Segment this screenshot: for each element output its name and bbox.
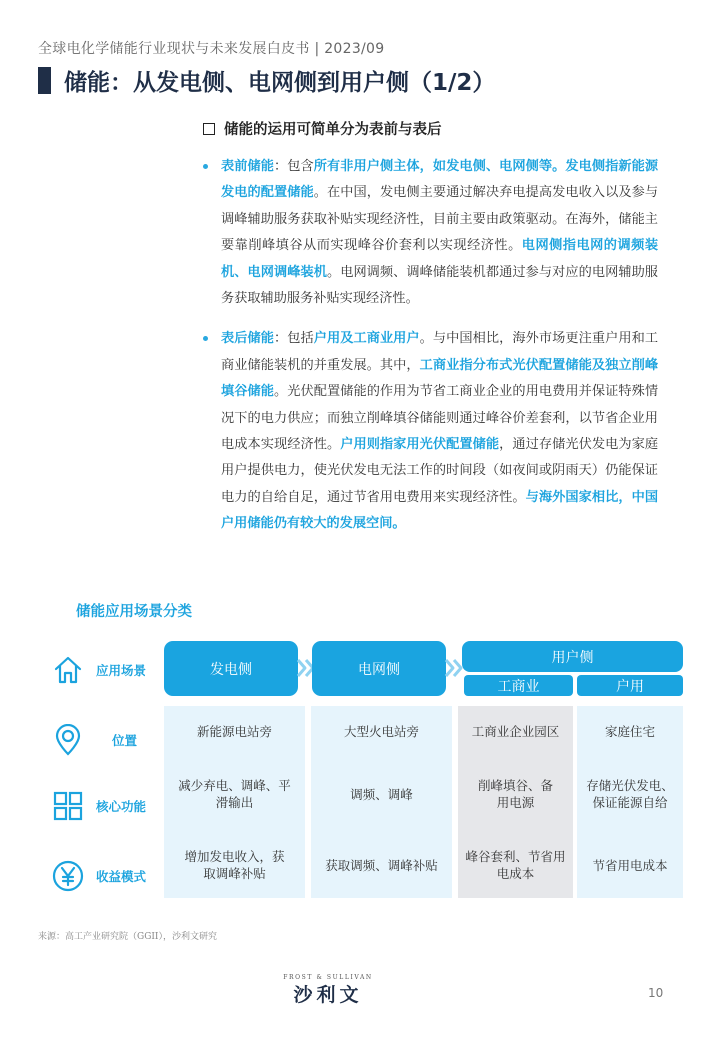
logo: 沙利文: [293, 984, 363, 1006]
section-heading: [203, 118, 442, 139]
cell-location-household: 家庭住宅: [604, 723, 655, 739]
grid-icon: [52, 790, 84, 822]
source-note: 来源：高工产业研究院（GGII），沙利文研究: [38, 932, 217, 942]
row-label-text: 收益模式: [96, 869, 147, 884]
cell-revenue-commercial: 峰谷套利、节省用电成本: [465, 849, 566, 881]
body-text: 。在中国，发电侧主要通过解决弃电提高发电收入以及参与调峰辅助服务获取补贴实现经济性，目前主要由政策驱动。在海外，储能主要靠削峰填谷从而实现峰谷价套利以实现经济性。: [221, 185, 659, 254]
highlight-text: 所有非用户侧主体，如发电侧、电网侧等。发电侧指新能源发电的配置储能: [221, 159, 659, 201]
cell-function-household: 存储光伏发电、保证能源自给: [586, 778, 674, 810]
column-header-generation: 发电侧: [164, 641, 298, 696]
location-pin-icon: [52, 724, 84, 756]
column-header-household: 户用: [577, 675, 683, 696]
cell-function-commercial: 削峰填谷、备用电源: [477, 778, 553, 810]
page-title: 储能：从发电侧、电网侧到用户侧（1/2）: [64, 70, 496, 96]
bullet-text: [221, 159, 658, 306]
row-label-text: 核心功能: [96, 799, 147, 814]
page-number: 10: [648, 986, 664, 1000]
row-label-location: [52, 724, 137, 756]
yen-icon: [52, 860, 84, 892]
row-label-scene: [52, 654, 146, 686]
column-header-grid: 电网侧: [312, 641, 446, 696]
cell-revenue-generation: 增加发电收入，获取调峰补贴: [184, 849, 285, 881]
highlight-text: 工商业指分布式光伏配置储能及独立削峰填谷储能: [221, 357, 659, 400]
logo-tagline: FROST & SULLIVAN: [283, 974, 373, 981]
highlight-text: 户用及工商业用户: [313, 331, 420, 347]
highlight-text: 与海外国家相比，中国户用储能仍有较大的发展空间。: [221, 489, 659, 532]
cell-function-generation: 减少弃电、调峰、平滑输出: [178, 778, 291, 810]
body-text: ，通过存储光伏发电为家庭用户提供电力，使光伏发电无法工作的时间段（如夜间或阴雨天）仍能保证电力的自给自足，通过节省用电费用来实现经济性。: [221, 437, 659, 505]
diagram-title: 储能应用场景分类: [76, 603, 192, 620]
row-label-revenue: [52, 860, 146, 892]
bullet-list: [203, 154, 658, 538]
bullet-item: [203, 154, 658, 312]
body-text: ：包括: [273, 331, 314, 347]
highlight-text: 户用则指家用光伏配置储能: [340, 437, 500, 453]
body-text: 。电网调频、调峰储能装机都通过参与对应的电网辅助服务获取辅助服务补贴实现经济性。: [221, 264, 658, 307]
cell-function-grid: 调频、调峰: [350, 786, 413, 802]
highlight-text: 表前储能: [221, 159, 274, 174]
cell-revenue-grid: 获取调频、调峰补贴: [325, 857, 438, 873]
section-heading-text: 储能的运用可简单分为表前与表后: [224, 121, 442, 138]
highlight-text: 电网侧指电网的调频装机、电网调峰装机: [221, 238, 659, 280]
title-row: [38, 64, 495, 97]
cell-revenue-household: 节省用电成本: [592, 857, 668, 873]
body-text: 。与中国相比，海外市场更注重户用和工商业储能装机的并重发展。其中，: [221, 331, 659, 373]
bullet-text: [221, 331, 658, 531]
cell-location-grid: 大型火电站旁: [343, 723, 419, 739]
bullet-dot-icon: [203, 336, 208, 341]
checkbox-icon: [203, 123, 215, 135]
body-text: 。光伏配置储能的作用为节省工商业企业的用电费用并保证特殊情况下的电力供应；而独立削峰填谷储能则通过峰谷价差套利，以节省企业用电成本实现经济性。: [221, 384, 659, 453]
row-label-text: 位置: [112, 733, 138, 748]
cell-location-commercial: 工商业企业园区: [471, 723, 560, 739]
document-header: 全球电化学储能行业现状与未来发展白皮书 | 2023/09: [38, 41, 385, 57]
title-accent-bar: [38, 67, 51, 94]
bullet-dot-icon: [203, 164, 208, 169]
highlight-text: 表后储能: [221, 331, 274, 347]
row-label-function: [52, 790, 146, 822]
body-text: ：包含: [273, 159, 314, 174]
row-label-text: 应用场景: [96, 663, 147, 678]
column-header-commercial: 工商业: [464, 675, 573, 696]
column-header-user: 用户侧: [462, 641, 683, 672]
cell-location-generation: 新能源电站旁: [196, 723, 272, 739]
bullet-item: [203, 326, 658, 537]
house-icon: [52, 654, 84, 686]
